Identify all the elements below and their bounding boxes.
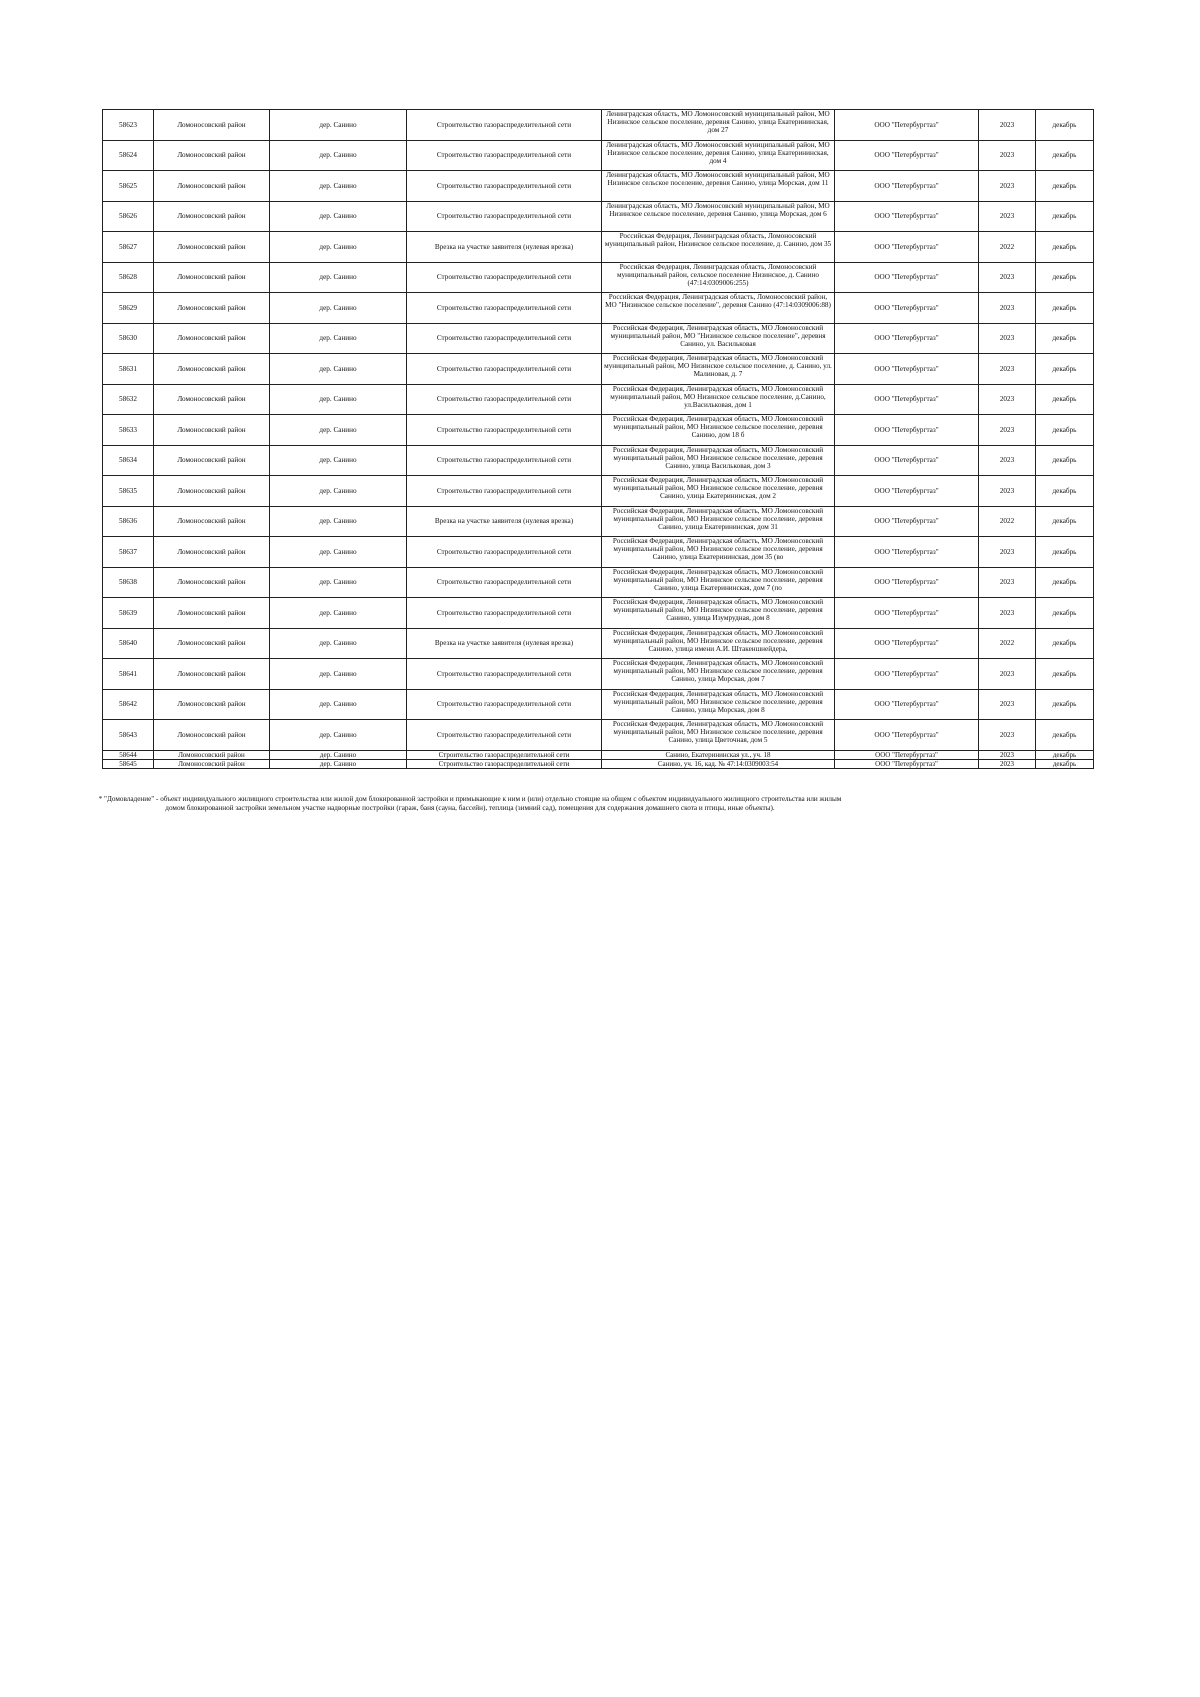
month-cell: декабрь — [1036, 232, 1094, 263]
month-cell: декабрь — [1036, 323, 1094, 354]
year-cell: 2023 — [979, 759, 1036, 768]
row-id-cell: 58626 — [103, 201, 154, 232]
locality-cell: дер. Санино — [270, 537, 407, 568]
work-type-cell: Строительство газораспределительной сети — [407, 720, 602, 751]
table-row — [103, 415, 1094, 446]
locality-cell: дер. Санино — [270, 110, 407, 141]
year-cell: 2023 — [979, 689, 1036, 720]
company-cell: ООО "Петербургтаз" — [835, 110, 979, 141]
year-cell: 2023 — [979, 384, 1036, 415]
district-cell: Ломоносовский район — [154, 140, 270, 171]
year-cell: 2023 — [979, 720, 1036, 751]
year-cell: 2023 — [979, 354, 1036, 385]
row-id-cell: 58623 — [103, 110, 154, 141]
year-cell: 2023 — [979, 110, 1036, 141]
row-id-cell: 58640 — [103, 628, 154, 659]
district-cell: Ломоносовский район — [154, 476, 270, 507]
month-cell: декабрь — [1036, 628, 1094, 659]
address-cell: Российская Федерация, Ленинградская область, МО Ломоносовский муниципальный район, МО "Низинское сельское поселение", деревня Санино, ул. Васильковая — [602, 323, 835, 354]
address-cell: Ленинградская область, МО Ломоносовский муниципальный район, МО Низинское сельское поселение, деревня Санино, улица Морская, дом 11 — [602, 171, 835, 202]
row-id-cell: 58630 — [103, 323, 154, 354]
address-cell: Российская Федерация, Ленинградская область, МО Ломоносовский муниципальный район, МО Низинское сельское поселение, деревня Санино, улица Морская, дом 8 — [602, 689, 835, 720]
company-cell: ООО "Петербургтаз" — [835, 384, 979, 415]
address-cell: Российская Федерация, Ленинградская область, МО Ломоносовский муниципальный район, МО Низинское сельское поселение, д.Санино, ул.Васильковая, дом 1 — [602, 384, 835, 415]
company-cell: ООО "Петербургтаз" — [835, 293, 979, 324]
address-cell: Российская Федерация, Ленинградская область, МО Ломоносовский муниципальный район, МО Низинское сельское поселение, деревня Санино, улица Морская, дом 7 — [602, 659, 835, 690]
work-type-cell: Строительство газораспределительной сети — [407, 201, 602, 232]
district-cell: Ломоносовский район — [154, 628, 270, 659]
month-cell: декабрь — [1036, 384, 1094, 415]
address-cell: Российская Федерация, Ленинградская область, МО Ломоносовский муниципальный район, МО Низинское сельское поселение, деревня Санино, дом 18 б — [602, 415, 835, 446]
district-cell: Ломоносовский район — [154, 201, 270, 232]
address-cell: Ленинградская область, МО Ломоносовский муниципальный район, МО Низинское сельское поселение, деревня Санино, улица Екатерининская, дом 4 — [602, 140, 835, 171]
work-type-cell: Строительство газораспределительной сети — [407, 354, 602, 385]
row-id-cell: 58641 — [103, 659, 154, 690]
table-row — [103, 323, 1094, 354]
year-cell: 2023 — [979, 415, 1036, 446]
district-cell: Ломоносовский район — [154, 759, 270, 768]
table-row — [103, 567, 1094, 598]
month-cell: декабрь — [1036, 171, 1094, 202]
table-row — [103, 262, 1094, 293]
row-id-cell: 58627 — [103, 232, 154, 263]
locality-cell: дер. Санино — [270, 323, 407, 354]
table-row — [103, 354, 1094, 385]
address-cell: Санино, уч. 16, кад. № 47:14:0309003:54 — [602, 759, 835, 768]
locality-cell: дер. Санино — [270, 567, 407, 598]
locality-cell: дер. Санино — [270, 384, 407, 415]
footnote: * "Домовладение" - объект индивидуального жилищного строительства или жилой дом блокированной застройки и примыкающие к ним и (или) отдельно стоящие на общем с объектом индивидуального жилищного строительства или жилым домом блокированной застройки земельном участке надворные постройки (гараж, баня (сауна, бассейн), теплица (зимний сад), помещения для содержания домашнего скота и птицы, иные объекты). — [98, 795, 842, 813]
work-type-cell: Строительство газораспределительной сети — [407, 567, 602, 598]
locality-cell: дер. Санино — [270, 750, 407, 759]
year-cell: 2023 — [979, 140, 1036, 171]
row-id-cell: 58635 — [103, 476, 154, 507]
month-cell: декабрь — [1036, 201, 1094, 232]
year-cell: 2023 — [979, 476, 1036, 507]
row-id-cell: 58624 — [103, 140, 154, 171]
locality-cell: дер. Санино — [270, 476, 407, 507]
month-cell: декабрь — [1036, 567, 1094, 598]
address-cell: Российская Федерация, Ленинградская область, МО Ломоносовский муниципальный район, МО Низинское сельское поселение, деревня Санино, улица Екатерининская, дом 2 — [602, 476, 835, 507]
address-cell: Российская Федерация, Ленинградская область, МО Ломоносовский муниципальный район, МО Низинское сельское поселение, деревня Санино, улица имени А.И. Штакеншнейдера, — [602, 628, 835, 659]
table-row — [103, 659, 1094, 690]
work-type-cell: Строительство газораспределительной сети — [407, 750, 602, 759]
district-cell: Ломоносовский район — [154, 415, 270, 446]
row-id-cell: 58628 — [103, 262, 154, 293]
locality-cell: дер. Санино — [270, 201, 407, 232]
row-id-cell: 58636 — [103, 506, 154, 537]
company-cell: ООО "Петербургтаз" — [835, 750, 979, 759]
year-cell: 2023 — [979, 750, 1036, 759]
locality-cell: дер. Санино — [270, 628, 407, 659]
table-row — [103, 628, 1094, 659]
address-cell: Российская Федерация, Ленинградская область, Ломоносовский муниципальный район, Низинское сельское поселение, д. Санино, дом 35 — [602, 232, 835, 263]
year-cell: 2023 — [979, 323, 1036, 354]
locality-cell: дер. Санино — [270, 262, 407, 293]
year-cell: 2023 — [979, 171, 1036, 202]
district-cell: Ломоносовский район — [154, 262, 270, 293]
table-row — [103, 140, 1094, 171]
district-cell: Ломоносовский район — [154, 171, 270, 202]
table-row — [103, 759, 1094, 768]
month-cell: декабрь — [1036, 659, 1094, 690]
year-cell: 2023 — [979, 262, 1036, 293]
locality-cell: дер. Санино — [270, 506, 407, 537]
district-cell: Ломоносовский район — [154, 110, 270, 141]
work-type-cell: Строительство газораспределительной сети — [407, 140, 602, 171]
month-cell: декабрь — [1036, 689, 1094, 720]
row-id-cell: 58625 — [103, 171, 154, 202]
company-cell: ООО "Петербургтаз" — [835, 628, 979, 659]
work-type-cell: Врезка на участке заявителя (нулевая врезка) — [407, 232, 602, 263]
company-cell: ООО "Петербургтаз" — [835, 323, 979, 354]
district-cell: Ломоносовский район — [154, 384, 270, 415]
work-type-cell: Строительство газораспределительной сети — [407, 598, 602, 629]
year-cell: 2022 — [979, 628, 1036, 659]
work-type-cell: Врезка на участке заявителя (нулевая врезка) — [407, 628, 602, 659]
district-cell: Ломоносовский район — [154, 445, 270, 476]
year-cell: 2023 — [979, 293, 1036, 324]
company-cell: ООО "Петербургтаз" — [835, 537, 979, 568]
year-cell: 2023 — [979, 598, 1036, 629]
district-cell: Ломоносовский район — [154, 537, 270, 568]
row-id-cell: 58644 — [103, 750, 154, 759]
year-cell: 2022 — [979, 232, 1036, 263]
locality-cell: дер. Санино — [270, 598, 407, 629]
work-type-cell: Строительство газораспределительной сети — [407, 171, 602, 202]
table-row — [103, 201, 1094, 232]
district-cell: Ломоносовский район — [154, 232, 270, 263]
company-cell: ООО "Петербургтаз" — [835, 415, 979, 446]
year-cell: 2022 — [979, 506, 1036, 537]
month-cell: декабрь — [1036, 759, 1094, 768]
month-cell: декабрь — [1036, 354, 1094, 385]
address-cell: Российская Федерация, Ленинградская область, МО Ломоносовский муниципальный район, МО Низинское сельское поселение, деревня Санино, улица Изумрудная, дом 8 — [602, 598, 835, 629]
company-cell: ООО "Петербургтаз" — [835, 759, 979, 768]
table-row — [103, 689, 1094, 720]
locality-cell: дер. Санино — [270, 720, 407, 751]
table-body — [103, 110, 1094, 769]
company-cell: ООО "Петербургтаз" — [835, 659, 979, 690]
table-row — [103, 720, 1094, 751]
work-type-cell: Строительство газораспределительной сети — [407, 110, 602, 141]
row-id-cell: 58638 — [103, 567, 154, 598]
address-cell: Российская Федерация, Ленинградская область, МО Ломоносовский муниципальный район, МО Низинское сельское поселение, деревня Санино, улица Екатерининская, дом 35 (во — [602, 537, 835, 568]
district-cell: Ломоносовский район — [154, 567, 270, 598]
month-cell: декабрь — [1036, 415, 1094, 446]
district-cell: Ломоносовский район — [154, 750, 270, 759]
table-row — [103, 537, 1094, 568]
locality-cell: дер. Санино — [270, 354, 407, 385]
locality-cell: дер. Санино — [270, 232, 407, 263]
company-cell: ООО "Петербургтаз" — [835, 598, 979, 629]
locality-cell: дер. Санино — [270, 415, 407, 446]
year-cell: 2023 — [979, 567, 1036, 598]
work-type-cell: Строительство газораспределительной сети — [407, 759, 602, 768]
row-id-cell: 58632 — [103, 384, 154, 415]
table-row — [103, 750, 1094, 759]
company-cell: ООО "Петербургтаз" — [835, 445, 979, 476]
company-cell: ООО "Петербургтаз" — [835, 689, 979, 720]
company-cell: ООО "Петербургтаз" — [835, 476, 979, 507]
company-cell: ООО "Петербургтаз" — [835, 232, 979, 263]
address-cell: Российская Федерация, Ленинградская область, МО Ломоносовский муниципальный район, МО Низинское сельское поселение, деревня Санино, улица Васильковая, дом 3 — [602, 445, 835, 476]
locality-cell: дер. Санино — [270, 293, 407, 324]
table-row — [103, 506, 1094, 537]
work-type-cell: Строительство газораспределительной сети — [407, 689, 602, 720]
address-cell: Российская Федерация, Ленинградская область, МО Ломоносовский муниципальный район, МО Низинское сельское поселение, д. Санино, ул. Малиновая, д. 7 — [602, 354, 835, 385]
month-cell: декабрь — [1036, 537, 1094, 568]
table-row — [103, 293, 1094, 324]
company-cell: ООО "Петербургтаз" — [835, 506, 979, 537]
locality-cell: дер. Санино — [270, 689, 407, 720]
year-cell: 2023 — [979, 201, 1036, 232]
year-cell: 2023 — [979, 659, 1036, 690]
table-row — [103, 598, 1094, 629]
work-type-cell: Строительство газораспределительной сети — [407, 384, 602, 415]
month-cell: декабрь — [1036, 476, 1094, 507]
year-cell: 2023 — [979, 537, 1036, 568]
work-type-cell: Строительство газораспределительной сети — [407, 445, 602, 476]
work-type-cell: Строительство газораспределительной сети — [407, 659, 602, 690]
company-cell: ООО "Петербургтаз" — [835, 201, 979, 232]
company-cell: ООО "Петербургтаз" — [835, 354, 979, 385]
year-cell: 2023 — [979, 445, 1036, 476]
work-type-cell: Строительство газораспределительной сети — [407, 293, 602, 324]
district-cell: Ломоносовский район — [154, 323, 270, 354]
company-cell: ООО "Петербургтаз" — [835, 567, 979, 598]
row-id-cell: 58637 — [103, 537, 154, 568]
month-cell: декабрь — [1036, 293, 1094, 324]
locality-cell: дер. Санино — [270, 759, 407, 768]
address-cell: Российская Федерация, Ленинградская область, МО Ломоносовский муниципальный район, МО Низинское сельское поселение, деревня Санино, улица Екатерининская, дом 7 (по — [602, 567, 835, 598]
month-cell: декабрь — [1036, 598, 1094, 629]
row-id-cell: 58629 — [103, 293, 154, 324]
address-cell: Ленинградская область, МО Ломоносовский муниципальный район, МО Низинское сельское поселение, деревня Санино, улица Екатерининская, дом 27 — [602, 110, 835, 141]
address-cell: Российская Федерация, Ленинградская область, Ломоносовский муниципальный район, сельское поселение Низинское, д. Санино (47:14:0309006:255) — [602, 262, 835, 293]
row-id-cell: 58633 — [103, 415, 154, 446]
company-cell: ООО "Петербургтаз" — [835, 720, 979, 751]
row-id-cell: 58631 — [103, 354, 154, 385]
row-id-cell: 58634 — [103, 445, 154, 476]
company-cell: ООО "Петербургтаз" — [835, 262, 979, 293]
month-cell: декабрь — [1036, 262, 1094, 293]
data-table — [102, 109, 1094, 769]
table-row — [103, 232, 1094, 263]
table-row — [103, 445, 1094, 476]
row-id-cell: 58645 — [103, 759, 154, 768]
table-row — [103, 110, 1094, 141]
company-cell: ООО "Петербургтаз" — [835, 140, 979, 171]
work-type-cell: Врезка на участке заявителя (нулевая врезка) — [407, 506, 602, 537]
address-cell: Ленинградская область, МО Ломоносовский муниципальный район, МО Низинское сельское поселение, деревня Санино, улица Морская, дом 6 — [602, 201, 835, 232]
month-cell: декабрь — [1036, 140, 1094, 171]
work-type-cell: Строительство газораспределительной сети — [407, 262, 602, 293]
address-cell: Санино, Екатерининская ул., уч. 18 — [602, 750, 835, 759]
row-id-cell: 58643 — [103, 720, 154, 751]
month-cell: декабрь — [1036, 750, 1094, 759]
table-row — [103, 476, 1094, 507]
district-cell: Ломоносовский район — [154, 354, 270, 385]
locality-cell: дер. Санино — [270, 140, 407, 171]
locality-cell: дер. Санино — [270, 445, 407, 476]
row-id-cell: 58639 — [103, 598, 154, 629]
company-cell: ООО "Петербургтаз" — [835, 171, 979, 202]
locality-cell: дер. Санино — [270, 659, 407, 690]
district-cell: Ломоносовский район — [154, 293, 270, 324]
address-cell: Российская Федерация, Ленинградская область, МО Ломоносовский муниципальный район, МО Низинское сельское поселение, деревня Санино, улица Цветочная, дом 5 — [602, 720, 835, 751]
work-type-cell: Строительство газораспределительной сети — [407, 537, 602, 568]
district-cell: Ломоносовский район — [154, 720, 270, 751]
district-cell: Ломоносовский район — [154, 689, 270, 720]
table-row — [103, 384, 1094, 415]
work-type-cell: Строительство газораспределительной сети — [407, 476, 602, 507]
table-row — [103, 171, 1094, 202]
month-cell: декабрь — [1036, 506, 1094, 537]
locality-cell: дер. Санино — [270, 171, 407, 202]
work-type-cell: Строительство газораспределительной сети — [407, 323, 602, 354]
month-cell: декабрь — [1036, 110, 1094, 141]
month-cell: декабрь — [1036, 720, 1094, 751]
month-cell: декабрь — [1036, 445, 1094, 476]
district-cell: Ломоносовский район — [154, 598, 270, 629]
address-cell: Российская Федерация, Ленинградская область, МО Ломоносовский муниципальный район, МО Низинское сельское поселение, деревня Санино, улица Екатерининская, дом 31 — [602, 506, 835, 537]
row-id-cell: 58642 — [103, 689, 154, 720]
district-cell: Ломоносовский район — [154, 659, 270, 690]
address-cell: Российская Федерация, Ленинградская область, Ломоносовский район, МО "Низинское сельское поселение", деревня Санино (47:14:0309006:88) — [602, 293, 835, 324]
work-type-cell: Строительство газораспределительной сети — [407, 415, 602, 446]
district-cell: Ломоносовский район — [154, 506, 270, 537]
